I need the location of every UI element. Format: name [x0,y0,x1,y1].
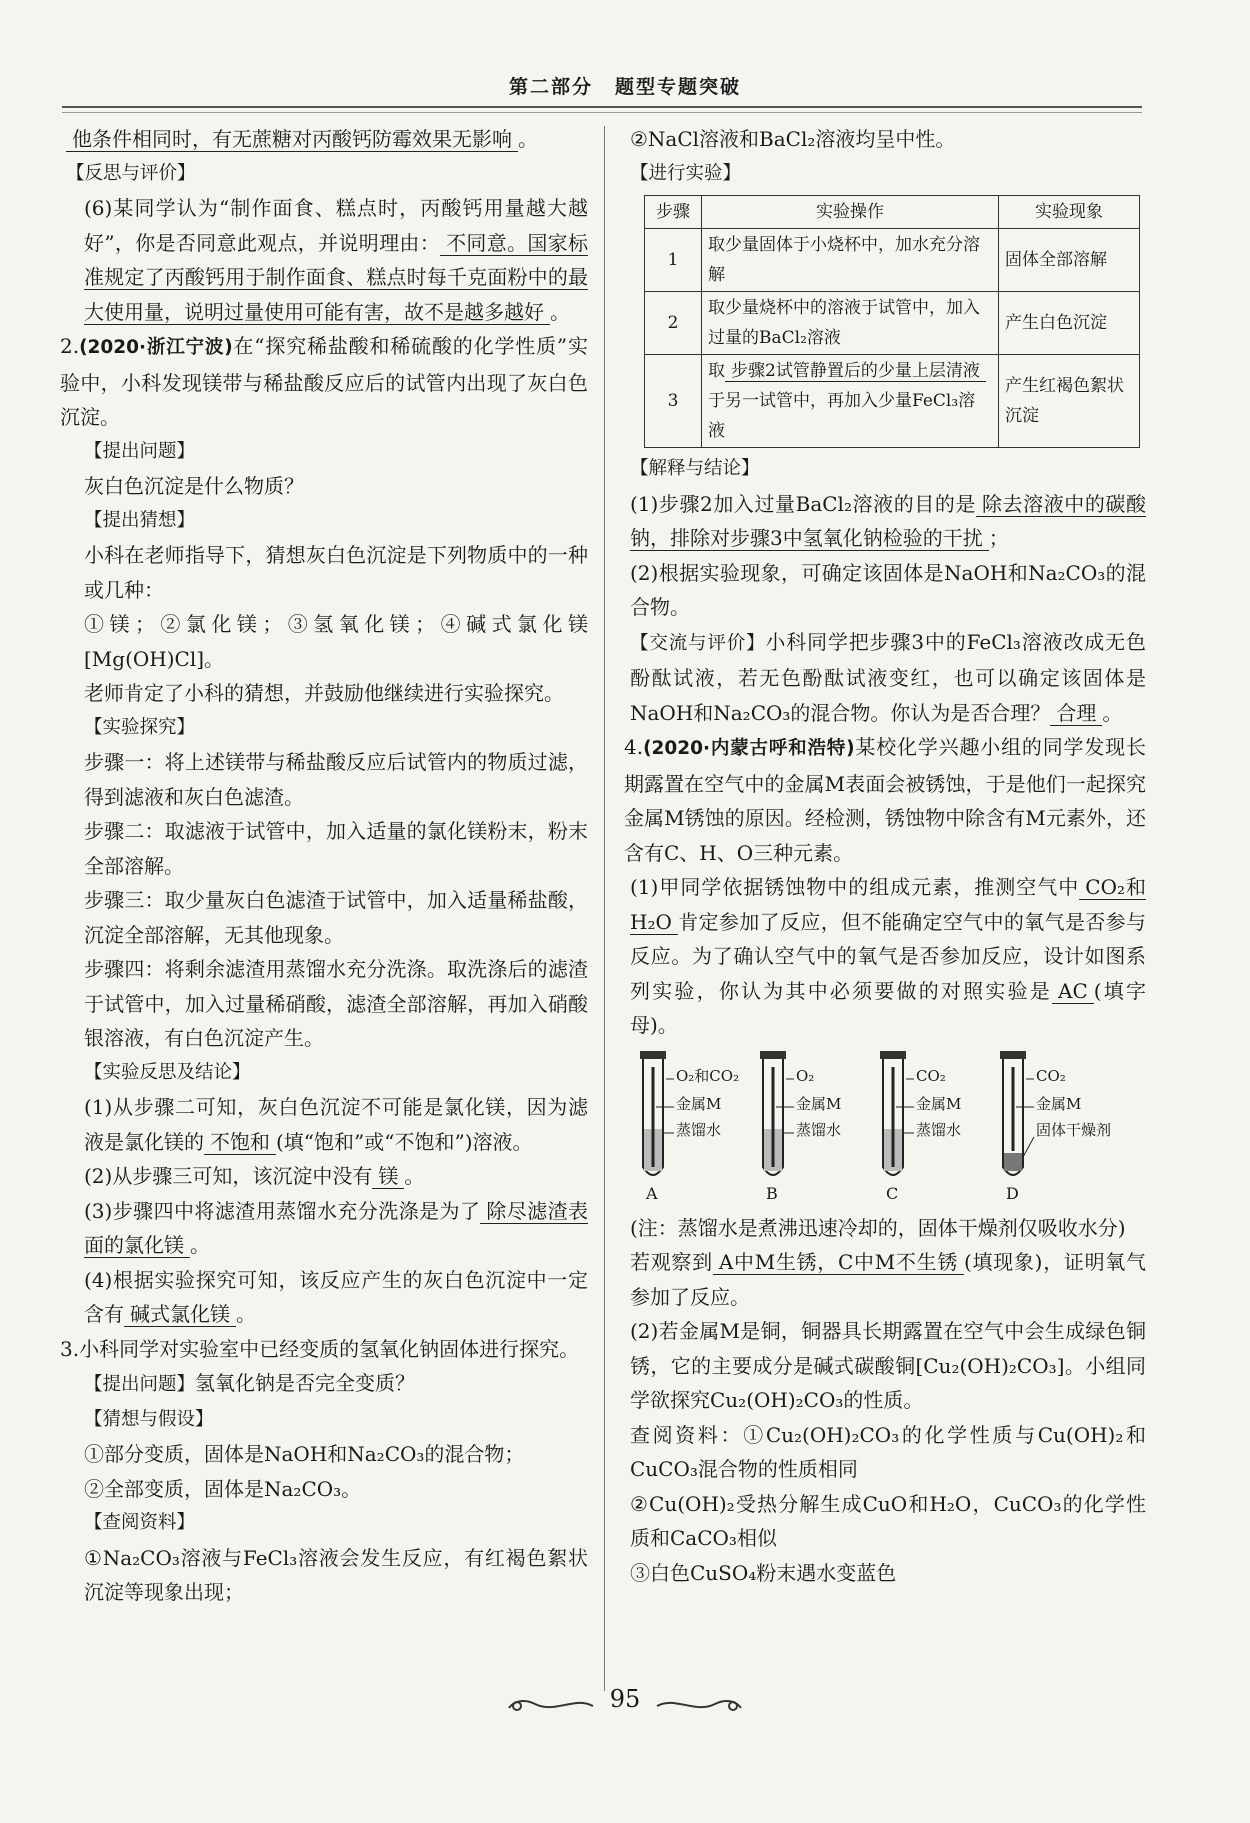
test-tube-diagram [630,1047,1146,1207]
answer-q1: CO₂和H₂O [630,875,1146,934]
heading-experiment: 【进行实验】 [630,162,742,184]
question-text: 灰白色沉淀是什么物质？ [84,474,304,498]
tube-letter: A [646,1183,658,1203]
tube-A [630,1047,750,1207]
answer-table: 步骤2试管静置后的少量上层清液 [725,361,986,382]
heading-reflection: 【反思与评价】 [66,162,196,184]
header-rule [62,106,1142,108]
table-cell: 固体全部溶解 [999,229,1140,292]
info-1: ①Na₂CO₃溶液与FeCl₃溶液会发生反应，有红褐色絮状沉淀等现象出现； [84,1545,588,1604]
table-header: 步骤 [645,196,702,229]
tube-bottom-label: 蒸馏水 [916,1120,962,1139]
answer-c3: 除尽滤渣表面的氯化镁 [84,1198,588,1257]
step-1: 步骤一：将上述镁带与稀盐酸反应后试管内的物质过滤，得到滤液和灰白色滤渣。 [84,750,588,809]
page-number: 95 [609,1685,641,1713]
question-4-1: (1)甲同学依据锈蚀物中的组成元素，推测空气中 CO₂和H₂O 肯定参加了反应，但不能确定空气中的氧气是否参与反应。为了确认空气中的氧气是否参加反应，设计如图系列实验，你认为其中必须要做的对照实验是 AC (填字母)。 [630,875,1146,1037]
table-header: 实验操作 [702,196,999,229]
conclusion-1: (1)从步骤二可知，灰白色沉淀不可能是氯化镁，因为滤液是氯化镁的 不饱和 (填“饱和”或“不饱和”)溶液。 [84,1095,588,1154]
step-2: 步骤二：取滤液于试管中，加入适量的氯化镁粉末，粉末全部溶解。 [84,819,588,878]
tube-bottom-label: 蒸馏水 [796,1120,842,1139]
table-cell: 2 [645,292,702,355]
heading-conclusion: 【实验反思及结论】 [84,1061,251,1083]
tube-C [870,1047,990,1207]
tube-bottom-label: 固体干燥剂 [1036,1120,1112,1139]
info-2: ②NaCl溶液和BaCl₂溶液均呈中性。 [630,127,956,151]
note: (注：蒸馏水是煮沸迅速冷却的，固体干燥剂仅吸收水分) [630,1215,1126,1240]
answer-q1-choice: AC [1052,979,1094,1004]
page-header [0,72,1250,99]
tube-metal-label: 金属M [916,1094,962,1113]
conclusion-4: (4)根据实验探究可知，该反应产生的灰白色沉淀中一定含有 碱式氯化镁 。 [84,1267,588,1326]
tube-gas-label: O₂ [796,1066,815,1085]
answer-6: 不同意。国家标准规定了丙酸钙用于制作面食、糕点时每千克面粉中的最大使用量，说明过量使用可能有害，故不是越多越好 [84,230,589,324]
conclusion-2: (2)从步骤三可知，该沉淀中没有 镁 。 [84,1164,425,1188]
question-6: (6)某同学认为“制作面食、糕点时，丙酸钙用量越大越好”，你是否同意此观点，并说明理由： 不同意。国家标准规定了丙酸钙用于制作面食、糕点时每千克面粉中的最大使用量，说明过量使用可能有害，故不是越多越好 。 [84,196,589,324]
table-cell: 取少量烧杯中的溶液于试管中，加入过量的BaCl₂溶液 [702,292,999,355]
tube-gas-label: CO₂ [1036,1066,1066,1085]
heading-explain: 【解释与结论】 [630,458,760,479]
table-row [645,355,1140,448]
reference-1: 查阅资料：①Cu₂(OH)₂CO₃的化学性质与Cu(OH)₂和CuCO₃混合物的性质相同 [630,1422,1146,1481]
tube-D [990,1047,1110,1207]
tube-metal-label: 金属M [1036,1094,1082,1113]
table-cell: 产生白色沉淀 [999,292,1140,355]
tube-gas-label: O₂和CO₂ [676,1066,740,1085]
table-row [645,292,1140,355]
heading-info: 【查阅资料】 [84,1512,196,1533]
right-ornament-icon [655,1692,745,1716]
step-4: 步骤四：将剩余滤渣用蒸馏水充分洗涤。取洗涤后的滤渣于试管中，加入过量稀硝酸，滤渣全部溶解，再加入硝酸银溶液，有白色沉淀产生。 [84,957,588,1050]
header-rule-thin [62,112,1142,113]
answer-e1: 除去溶液中的碳酸钠，排除对步骤3中氢氧化钠检验的干扰 [630,491,1146,550]
table-cell: 产生红褐色絮状沉淀 [999,355,1140,448]
conclusion-3: (3)步骤四中将滤渣用蒸馏水充分洗涤是为了 除尽滤渣表面的氯化镁 。 [84,1198,588,1257]
table-header: 实验现象 [999,196,1140,229]
evaluation: 【交流与评价】小科同学把步骤3中的FeCl₃溶液改成无色酚酞试液，若无色酚酞试液变红，也可以确定该固体是NaOH和Na₂CO₃的混合物。你认为是否合理？ 合理 。 [630,629,1146,725]
step-3: 步骤三：取少量灰白色滤渣于试管中，加入适量稀盐酸，沉淀全部溶解，无其他现象。 [84,888,588,947]
column-divider [604,126,605,1691]
problem-4-source: (2020·内蒙古呼和浩特) [643,738,855,759]
explain-2: (2)根据实验现象，可确定该固体是NaOH和Na₂CO₃的混合物。 [630,560,1146,619]
tube-metal-label: 金属M [676,1094,722,1113]
answer-c4: 碱式氯化镁 [124,1302,236,1327]
table-cell: 取 步骤2试管静置后的少量上层清液于另一试管中，再加入少量FeCl₃溶液 [702,355,999,448]
tube-gas-label: CO₂ [916,1066,946,1085]
explain-1: (1)步骤2加入过量BaCl₂溶液的目的是 除去溶液中的碳酸钠，排除对步骤3中氢氧化钠检验的干扰 ； [630,491,1146,550]
tube-bottom-label: 蒸馏水 [676,1120,722,1139]
heading-question: 【提出问题】 [84,440,196,462]
problem-4: 4.(2020·内蒙古呼和浩特)某校化学兴趣小组的同学发现长期露置在空气中的金属M表面会被锈蚀，于是他们一起探究金属M锈蚀的原因。经检测，锈蚀物中除含有M元素外，还含有C、H、O三种元素。 [624,735,1146,865]
header-part: 第二部分 [508,76,593,98]
tube-metal-label: 金属M [796,1094,842,1113]
table-header-row [645,196,1140,229]
reference-3: ③白色CuSO₄粉末遇水变蓝色 [630,1560,897,1585]
problem-2: 2.(2020·浙江宁波)在“探究稀盐酸和稀硫酸的化学性质”实验中，小科发现镁带与稀盐酸反应后的试管内出现了灰白色沉淀。 [60,334,588,429]
answer-c2: 镁 [372,1164,404,1189]
heading-hypothesis: 【猜想与假设】 [84,1408,214,1430]
continued-answer: 他条件相同时，有无蔗糖对丙酸钙防霉效果无影响 。 [66,122,588,157]
heading-guess: 【提出猜想】 [84,509,196,531]
header-title: 题型专题突破 [615,76,742,98]
guess-3: 老师肯定了小科的猜想，并鼓励他继续进行实验探究。 [84,681,564,705]
answer-eval: 合理 [1050,701,1102,726]
hypothesis-1: ①部分变质，固体是NaOH和Na₂CO₃的混合物； [84,1442,525,1466]
problem-3-question: 【提出问题】氢氧化钠是否完全变质？ [84,1371,416,1395]
table-cell: 取少量固体于小烧杯中，加水充分溶解 [702,229,999,292]
table-cell: 1 [645,229,702,292]
tube-letter: C [886,1183,899,1203]
problem-2-source: (2020·浙江宁波) [79,337,233,358]
table-row [645,229,1140,292]
problem-3: 3.小科同学对实验室中已经变质的氢氧化钠固体进行探究。 [60,1336,580,1361]
tube-letter: D [1006,1183,1019,1203]
observation: 若观察到 A中M生锈，C中M不生锈 (填现象)，证明氧气参加了反应。 [630,1250,1147,1309]
answer-c1: 不饱和 [204,1130,276,1155]
tube-B [750,1047,870,1207]
question-4-2: (2)若金属M是铜，铜器具长期露置在空气中会生成绿色铜锈，它的主要成分是碱式碳酸铜[Cu₂(OH)₂CO₃]。小组同学欲探究Cu₂(OH)₂CO₃的性质。 [630,1319,1146,1412]
right-column [624,122,1147,1590]
left-column [60,122,589,1610]
tube-letter: B [766,1183,778,1203]
answer-obs: A中M生锈，C中M不生锈 [713,1250,964,1275]
experiment-table [644,195,1140,448]
reference-2: ②Cu(OH)₂受热分解生成CuO和H₂O，CuCO₃的化学性质和CaCO₃相似 [630,1491,1146,1550]
guess-2: ①镁；②氯化镁；③氢氧化镁；④碱式氯化镁[Mg(OH)Cl]。 [84,612,588,671]
hypothesis-2: ②全部变质，固体是Na₂CO₃。 [84,1476,362,1501]
guess-1: 小科在老师指导下，猜想灰白色沉淀是下列物质中的一种或几种： [84,543,588,602]
table-cell: 3 [645,355,702,448]
heading-explore: 【实验探究】 [84,716,196,738]
